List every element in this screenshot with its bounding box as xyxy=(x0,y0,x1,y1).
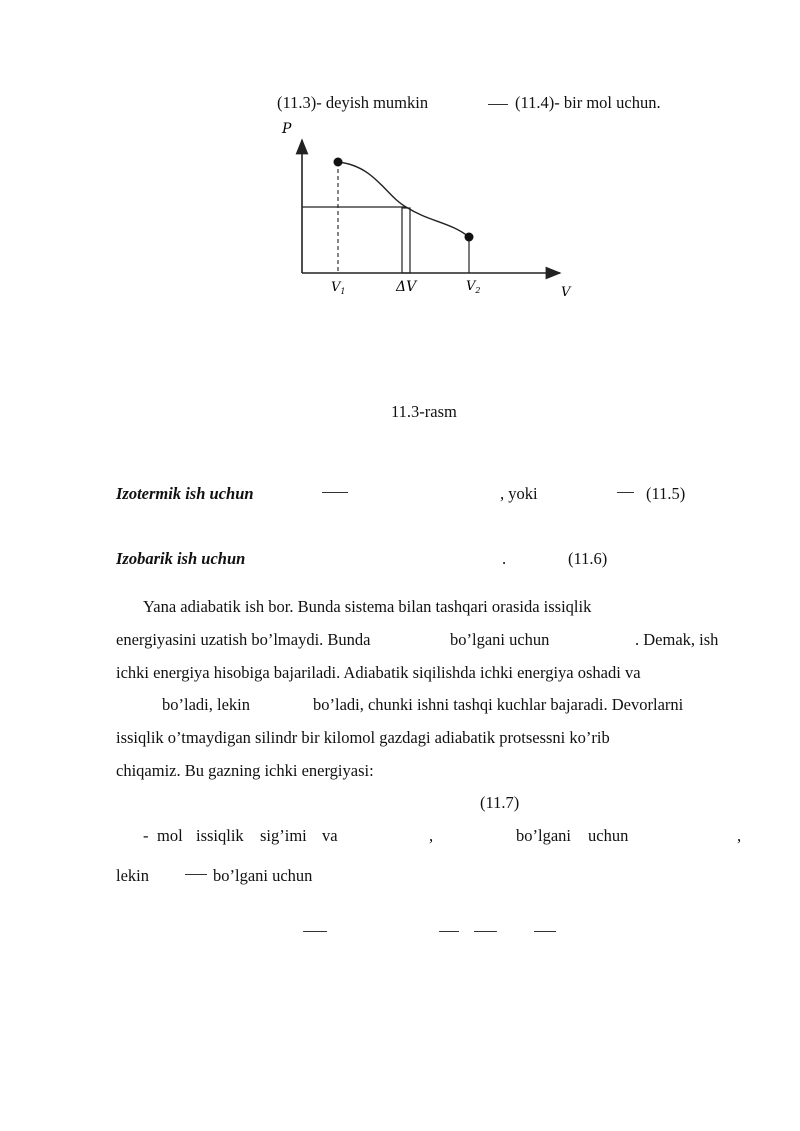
line-8-word-mol: mol xyxy=(157,826,183,845)
line-8-comma-2: , xyxy=(737,826,742,845)
v1-label: $V_1$ xyxy=(331,280,346,296)
fraction-bar xyxy=(534,931,556,932)
fraction-bar xyxy=(185,874,207,875)
line-8-word-va: va xyxy=(322,826,338,845)
isobaric-dot: . xyxy=(502,549,507,568)
state-point-2 xyxy=(465,233,474,242)
paragraph-line-4a: bo’ladi, lekin xyxy=(162,695,250,714)
paragraph-line-4b: bo’ladi, chunki ishni tashqi kuchlar bajaradi. Devorlarni xyxy=(313,695,684,714)
isobaric-label: Izobarik ish uchun xyxy=(116,549,246,568)
pv-diagram xyxy=(0,0,800,330)
paragraph-line-6: chiqamiz. Bu gazning ichki energiyasi: xyxy=(116,761,374,780)
fraction-bar xyxy=(439,931,459,932)
line-8-word-uchun: uchun xyxy=(588,826,629,845)
isothermal-label: Izotermik ish uchun xyxy=(116,484,254,503)
state-point-1 xyxy=(334,158,343,167)
line-9-lekin: lekin xyxy=(116,866,149,885)
line-8-word-bolgani: bo’lgani xyxy=(516,826,571,845)
pv-curve xyxy=(338,162,469,237)
figure-caption: 11.3-rasm xyxy=(391,402,457,421)
equation-number-11-6: (11.6) xyxy=(568,549,608,568)
line-8-word-sigimi: sig’imi xyxy=(260,826,307,845)
intro-right-text: (11.4)- bir mol uchun. xyxy=(515,93,661,112)
line-8-dash: - xyxy=(143,826,149,845)
line-9-bolgani-uchun: bo’lgani uchun xyxy=(213,866,313,885)
fraction-bar xyxy=(474,931,497,932)
paragraph-line-1: Yana adiabatik ish bor. Bunda sistema bilan tashqari orasida issiqlik xyxy=(143,597,592,616)
paragraph-line-2a: energiyasini uzatish bo’lmaydi. Bunda xyxy=(116,630,371,649)
fraction-bar xyxy=(322,492,348,493)
paragraph-line-2c: . Demak, ish xyxy=(635,630,719,649)
paragraph-line-3: ichki energiya hisobiga bajariladi. Adiabatik siqilishda ichki energiya oshadi va xyxy=(116,663,641,682)
intro-left-text: (11.3)- deyish mumkin xyxy=(277,93,429,112)
isothermal-or-text: , yoki xyxy=(500,484,538,503)
v-axis-label: V xyxy=(561,285,571,300)
fraction-bar xyxy=(303,931,327,932)
v2-label: $V_2$ xyxy=(466,279,481,295)
paragraph-line-2b: bo’lgani uchun xyxy=(450,630,550,649)
p-axis-label: P xyxy=(282,121,292,137)
line-8-comma-1: , xyxy=(429,826,434,845)
equation-number-11-5: (11.5) xyxy=(646,484,686,503)
delta-v-label: ΔV xyxy=(396,279,417,295)
equation-number-11-7: (11.7) xyxy=(480,793,520,812)
delta-v-strip xyxy=(402,208,410,273)
fraction-bar xyxy=(617,492,634,493)
line-8-word-issiqlik: issiqlik xyxy=(196,826,244,845)
paragraph-line-5: issiqlik o’tmaydigan silindr bir kilomol gazdagi adiabatik protsessni ko’rib xyxy=(116,728,610,747)
